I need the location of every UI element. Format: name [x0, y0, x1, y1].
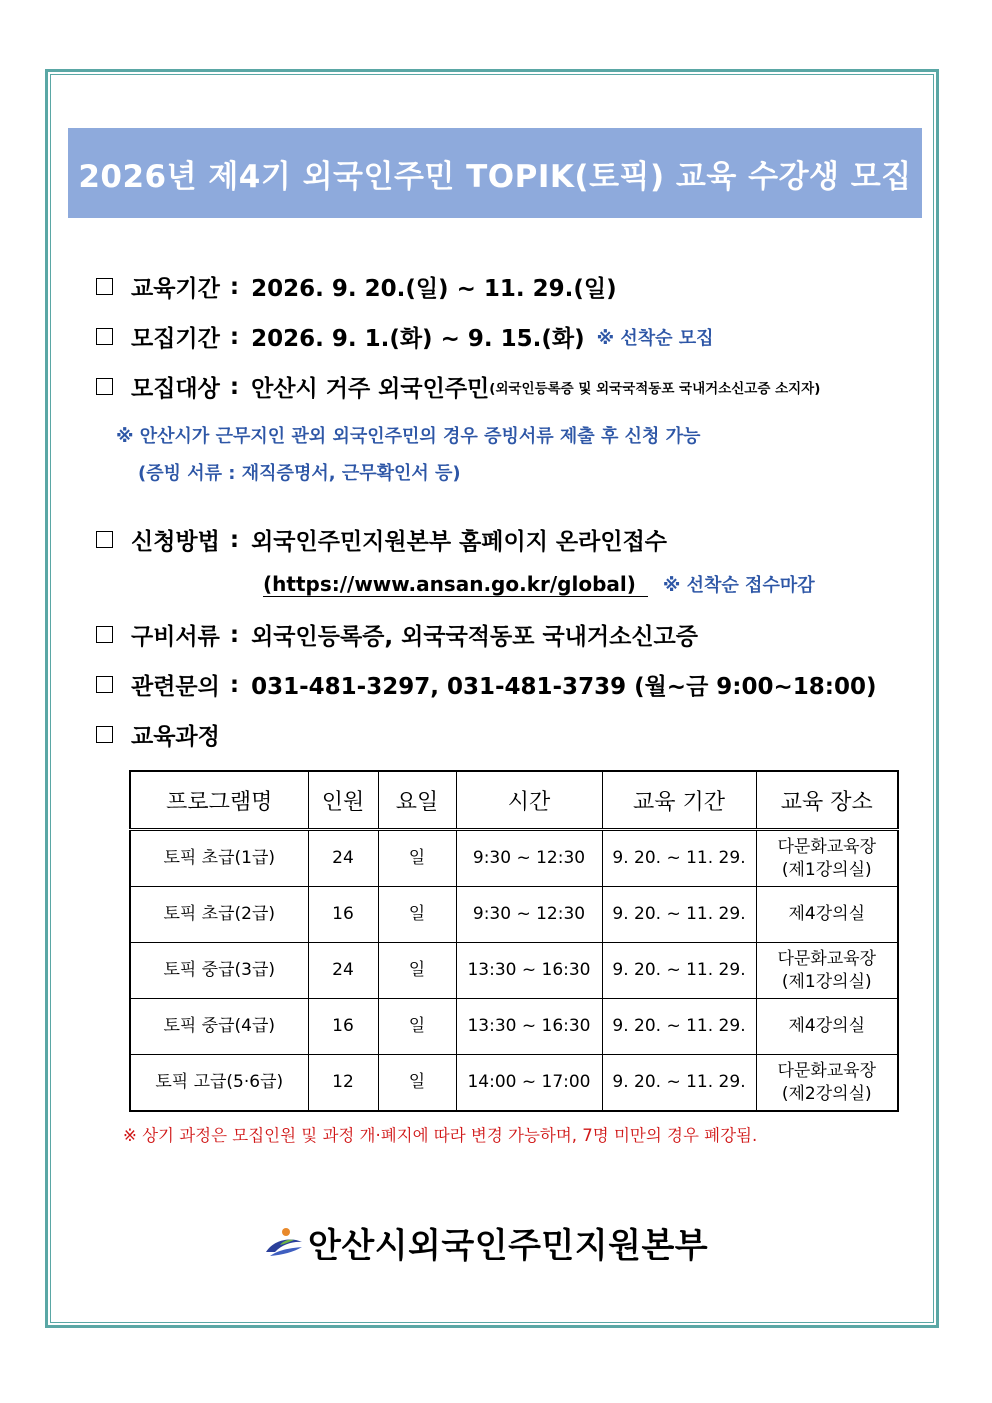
info-course: [96, 718, 220, 751]
ansan-city-logo-icon: [262, 1221, 306, 1265]
checkbox-square-icon: [96, 328, 113, 345]
cell-count: 24: [308, 943, 378, 999]
cell-time: 13:30 ~ 16:30: [456, 999, 602, 1055]
checkbox-square-icon: [96, 726, 113, 743]
table-row: [130, 830, 898, 887]
place-line-1: 다문화교육장: [777, 836, 877, 857]
cell-period: 9. 20. ~ 11. 29.: [602, 887, 756, 943]
cell-place: [756, 1055, 898, 1112]
col-header-time: 시간: [456, 771, 602, 830]
cell-program: 토픽 초급(1급): [130, 830, 308, 887]
info-label: 모집기간: [131, 326, 220, 352]
info-value: 2026. 9. 20.(일) ~ 11. 29.(일): [251, 276, 617, 302]
info-period: [96, 270, 617, 303]
cell-place: [756, 999, 898, 1055]
info-label: 신청방법: [131, 529, 220, 555]
checkbox-square-icon: [96, 278, 113, 295]
table-header-row: [130, 771, 898, 830]
checkbox-square-icon: [96, 378, 113, 395]
info-apply: [96, 523, 667, 556]
cell-period: 9. 20. ~ 11. 29.: [602, 1055, 756, 1112]
cell-day: 일: [378, 943, 456, 999]
table-row: [130, 999, 898, 1055]
place-line-1: 제4강의실: [788, 904, 865, 924]
cell-day: 일: [378, 830, 456, 887]
info-colon: :: [229, 621, 240, 648]
cell-time: 9:30 ~ 12:30: [456, 830, 602, 887]
cell-program: 토픽 중급(4급): [130, 999, 308, 1055]
cell-count: 16: [308, 999, 378, 1055]
col-header-day: 요일: [378, 771, 456, 830]
info-colon: :: [229, 273, 240, 300]
info-target: [96, 370, 820, 403]
cell-count: 16: [308, 887, 378, 943]
cell-period: 9. 20. ~ 11. 29.: [602, 830, 756, 887]
cell-day: 일: [378, 887, 456, 943]
info-label: 교육과정: [131, 724, 220, 750]
cell-period: 9. 20. ~ 11. 29.: [602, 999, 756, 1055]
info-value: 2026. 9. 1.(화) ~ 9. 15.(화): [251, 326, 585, 352]
title-banner: [68, 128, 922, 218]
info-colon: :: [229, 373, 240, 400]
col-header-program: 프로그램명: [130, 771, 308, 830]
info-recruit: [96, 320, 714, 353]
place-line-2: (제1강의실): [781, 859, 872, 880]
apply-url-line: [263, 571, 815, 597]
info-label: 교육기간: [131, 276, 220, 302]
cell-day: 일: [378, 999, 456, 1055]
info-colon: :: [229, 526, 240, 553]
place-line-2: (제2강의실): [781, 1083, 872, 1104]
cell-time: 14:00 ~ 17:00: [456, 1055, 602, 1112]
checkbox-square-icon: [96, 531, 113, 548]
place-line-1: 다문화교육장: [777, 948, 877, 969]
col-header-period: 교육 기간: [602, 771, 756, 830]
cell-time: 9:30 ~ 12:30: [456, 887, 602, 943]
info-value: 외국인주민지원본부 홈페이지 온라인접수: [251, 529, 668, 555]
info-colon: :: [229, 671, 240, 698]
info-small-note: (외국인등록증 및 외국국적동포 국내거소신고증 소지자): [489, 380, 821, 397]
cell-day: 일: [378, 1055, 456, 1112]
cancellation-warning: ※ 상기 과정은 모집인원 및 과정 개·폐지에 따라 변경 가능하며, 7명 미만의 경우 폐강됨.: [123, 1126, 758, 1145]
cell-program: 토픽 초급(2급): [130, 887, 308, 943]
place-line-2: (제1강의실): [781, 971, 872, 992]
col-header-count: 인원: [308, 771, 378, 830]
cell-count: 12: [308, 1055, 378, 1112]
cell-place: [756, 943, 898, 999]
info-note: ※ 선착순 모집: [596, 327, 714, 349]
col-header-place: 교육 장소: [756, 771, 898, 830]
info-value: 외국인등록증, 외국국적동포 국내거소신고증: [251, 624, 698, 650]
cell-program: 토픽 고급(5·6급): [130, 1055, 308, 1112]
info-contact: [96, 668, 877, 701]
info-docs: [96, 618, 698, 651]
info-label: 구비서류: [131, 624, 220, 650]
info-label: 관련문의: [131, 674, 220, 700]
footer-org: [262, 1218, 708, 1267]
place-line-1: 제4강의실: [788, 1016, 865, 1036]
cell-place: [756, 830, 898, 887]
info-value: 안산시 거주 외국인주민: [251, 376, 490, 402]
info-value: 031-481-3297, 031-481-3739 (월~금 9:00~18:00): [251, 674, 877, 700]
cell-program: 토픽 중급(3급): [130, 943, 308, 999]
checkbox-square-icon: [96, 626, 113, 643]
apply-url-link[interactable]: (https://www.ansan.go.kr/global): [263, 572, 648, 597]
table-row: [130, 887, 898, 943]
table-row: [130, 943, 898, 999]
info-colon: :: [229, 323, 240, 350]
cell-period: 9. 20. ~ 11. 29.: [602, 943, 756, 999]
info-label: 모집대상: [131, 376, 220, 402]
cell-count: 24: [308, 830, 378, 887]
checkbox-square-icon: [96, 676, 113, 693]
target-note-1: ※ 안산시가 근무지인 관외 외국인주민의 경우 증빙서류 제출 후 신청 가능: [116, 426, 701, 447]
cell-time: 13:30 ~ 16:30: [456, 943, 602, 999]
table-row: [130, 1055, 898, 1112]
place-line-1: 다문화교육장: [777, 1060, 877, 1081]
cell-place: [756, 887, 898, 943]
target-note-2: (증빙 서류 : 재직증명서, 근무확인서 등): [138, 463, 461, 484]
page-title: 2026년 제4기 외국인주민 TOPIK(토픽) 교육 수강생 모집: [78, 158, 912, 195]
apply-url-note: ※ 선착순 접수마감: [662, 575, 815, 596]
footer-org-name: 안산시외국인주민지원본부: [308, 1226, 709, 1266]
course-table: [129, 770, 899, 1112]
